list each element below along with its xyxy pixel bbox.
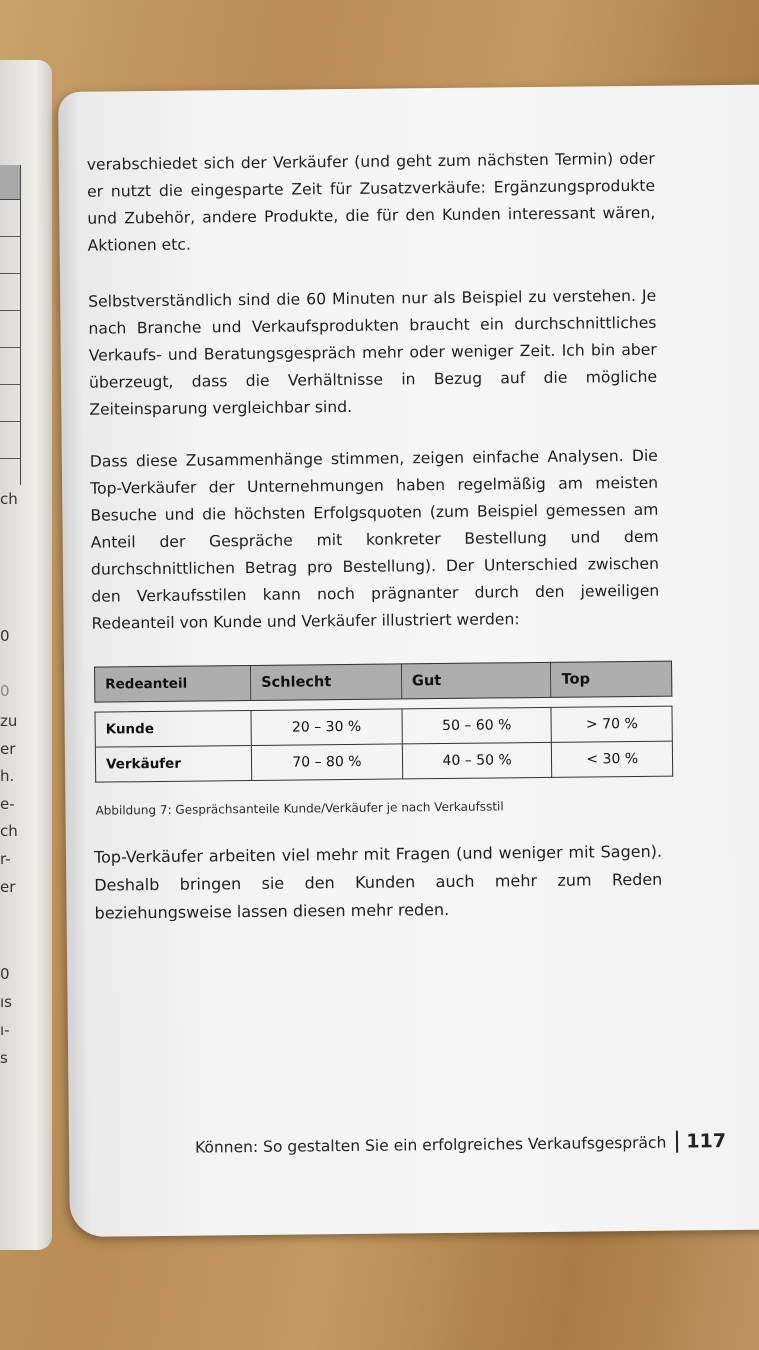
table-cell: 70 – 80 % (252, 744, 403, 781)
table-row (95, 742, 673, 783)
left-page-table-fragment (0, 165, 21, 485)
left-table-row (0, 311, 20, 348)
table-cell: 20 – 30 % (251, 708, 402, 746)
left-page-edge (0, 60, 52, 1250)
left-page-text-fragment: ıs (0, 993, 12, 1011)
left-page-text-fragment: e- (0, 795, 15, 813)
left-page-text-fragment: er (0, 878, 16, 896)
table-cell: 40 – 50 % (403, 743, 553, 780)
table-header-cell: Redeanteil (94, 665, 251, 703)
left-page-text-fragment: ı- (0, 1021, 10, 1039)
table-header-row (94, 661, 672, 703)
left-table-row (0, 274, 20, 311)
left-page-text-fragment: zu (0, 712, 18, 730)
left-page-text-fragment: 0 (0, 682, 10, 700)
left-page-text-fragment: 0 (0, 627, 10, 645)
table-header-cell: Top (551, 661, 672, 698)
left-table-row (0, 237, 20, 274)
left-table-header (0, 165, 20, 200)
table-cell: > 70 % (552, 706, 673, 743)
left-page-text-fragment: r- (0, 850, 11, 868)
left-table-row (0, 348, 20, 385)
left-table-row (0, 422, 20, 459)
left-table-row (0, 200, 20, 237)
paragraph: Selbstverständlich sind die 60 Minuten nur als Beispiel zu verstehen. Je nach Branche und Verkaufsprodukten braucht ein durchschnittliches Verkaufs- und Beratungsgespräch mehr oder weniger Zeit. Ich bin aber überzeugt, dass die Verhältnisse in Bezug auf die mögliche Zeiteinsparung vergleichbar sind. (88, 286, 658, 419)
speech-share-table (94, 661, 673, 783)
left-page-text-fragment: 0 (0, 965, 10, 983)
table-row-label: Verkäufer (95, 746, 252, 783)
book-page (58, 84, 759, 1236)
table-header-cell: Schlecht (251, 663, 402, 701)
table-cell: 50 – 60 % (402, 707, 552, 745)
left-page-text-fragment: h. (0, 767, 15, 785)
table-row (94, 706, 672, 748)
running-title: Können: So gestalten Sie ein erfolgreiches Verkaufsgespräch (194, 1133, 667, 1157)
table-cell: < 30 % (552, 742, 673, 778)
table-header-cell: Gut (402, 662, 552, 700)
table-row-label: Kunde (94, 710, 251, 748)
left-page-text-fragment: er (0, 740, 16, 758)
footer-divider (676, 1131, 678, 1153)
figure-caption: Abbildung 7: Gesprächsanteile Kunde/Verkäufer je nach Verkaufsstil (95, 799, 504, 818)
page-footer (195, 1130, 726, 1158)
left-page-text-fragment: s (0, 1049, 8, 1067)
paragraph: verabschiedet sich der Verkäufer (und geht zum nächsten Termin) oder er nutzt die eingesparte Zeit für Zusatzverkäufe: Ergänzungsprodukte und Zubehör, andere Produkte, die für den Kunden interessant wären, Aktionen etc. (86, 149, 656, 255)
left-page-text-fragment: ch (0, 822, 18, 840)
page-number: 117 (686, 1130, 727, 1153)
left-page-text-fragment: ch (0, 490, 18, 508)
paragraph: Dass diese Zusammenhänge stimmen, zeigen einfache Analysen. Die Top-Verkäufer der Unternehmungen haben regelmäßig am meisten Besuche und die höchsten Erfolgsquoten (zum Beispiel gemessen am Anteil der Gespräche mit konkreter Bestellung und dem durchschnittlichen Betrag pro Bestellung). Der Unterschied zwischen den Verkaufsstilen kann noch prägnanter durch den jeweiligen Redeanteil von Kunde und Verkäufer illustriert werden: (89, 446, 660, 633)
left-table-row (0, 385, 20, 422)
paragraph: Top-Verkäufer arbeiten viel mehr mit Fragen (und weniger mit Sagen). Deshalb bringen sie den Kunden auch mehr zum Reden beziehungsweise lassen diesen mehr reden. (93, 841, 663, 923)
